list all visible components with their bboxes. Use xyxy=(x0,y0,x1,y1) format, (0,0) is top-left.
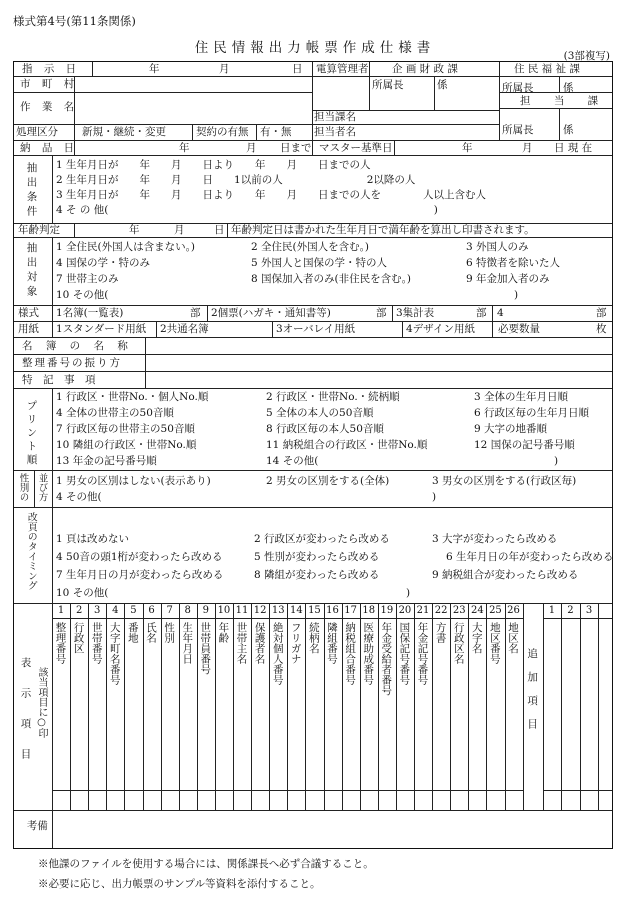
display-item-number: 10 xyxy=(217,605,231,616)
display-item-name: 絶対個人番号 xyxy=(271,622,284,685)
approval-staff-label: 係 xyxy=(437,79,448,91)
processing-options: 新規・継続・変更 xyxy=(82,126,166,138)
format-option-4: 4 xyxy=(497,307,504,319)
page-break-4: 4 50音の頭1桁が変わったら改める xyxy=(56,551,223,563)
gender-option-2: 2 男女の区別をする(全体) xyxy=(266,475,390,487)
target-10: 10 その他( xyxy=(56,289,109,301)
display-item-name: 世帯主名 xyxy=(235,622,248,664)
display-item-name: 保護者名 xyxy=(253,622,266,664)
extraction-label: 抽出条件 xyxy=(25,162,38,220)
target-10-close: ) xyxy=(514,289,519,301)
delivery-year: 年 xyxy=(179,142,190,154)
display-item-name: 世帯番号 xyxy=(90,622,103,664)
special-notes-label: 特 記 事 項 xyxy=(22,374,96,386)
extra-item-number: 1 xyxy=(548,605,556,616)
gender-option-3: 3 男女の区別をする(行政区毎) xyxy=(432,475,577,487)
page-break-6: 6 生年月日の年が変わったら改める xyxy=(446,551,614,563)
extraction-item-2: 2 生年月日が 年 月 日 1以前の人 2以降の人 xyxy=(56,174,416,186)
format-unit-3: 部 xyxy=(476,307,487,319)
target-2: 2 全住民(外国人を含む。) xyxy=(251,241,369,253)
display-item-name: 国保記号番号 xyxy=(398,622,411,685)
page-break-7: 7 生年月日の月が変わったら改める xyxy=(56,569,224,581)
display-item-number: 5 xyxy=(130,605,137,616)
target-5: 5 外国人と国保の学・特の人 xyxy=(251,257,388,269)
target-6: 6 特徴者を除いた人 xyxy=(466,257,561,269)
master-current: 日 現 在 xyxy=(554,142,593,154)
print-order-9: 9 大字の地番順 xyxy=(474,423,548,435)
display-item-name: 番地 xyxy=(126,622,139,643)
page-break-8: 8 隣組が変わったら改める xyxy=(254,569,380,581)
contract-label: 契約の有無 xyxy=(196,126,249,138)
approval-manager-label: 所属長 xyxy=(372,79,404,91)
roster-name-label: 名 簿 の 名 称 xyxy=(22,340,133,352)
paper-unit: 枚 xyxy=(596,323,607,335)
display-item-name: 大字町名番号 xyxy=(108,622,121,685)
gender-option-1: 1 男女の区別はしない(表示あり) xyxy=(56,475,211,487)
paper-option-3: 3オーバレイ用紙 xyxy=(276,323,356,335)
page-break-label: 改頁のタイミング xyxy=(25,512,37,591)
print-order-4: 4 全体の世帯主の50音順 xyxy=(56,407,174,419)
display-item-number: 17 xyxy=(344,605,357,616)
display-item-number: 13 xyxy=(271,605,285,616)
print-order-7: 7 行政区毎の世帯主の50音順 xyxy=(56,423,195,435)
print-order-3: 3 全体の生年月日順 xyxy=(474,391,569,403)
print-order-10: 10 隣組の行政区・世帯No.順 xyxy=(56,439,197,451)
print-order-13: 13 年金の記号番号順 xyxy=(56,455,157,467)
extra-items-label: 追加項目 xyxy=(526,648,539,742)
work-name-label: 作 業 名 xyxy=(20,101,79,113)
display-item-name: 性別 xyxy=(163,622,176,643)
print-order-1: 1 行政区・世帯No.・個人No.順 xyxy=(56,391,209,403)
dept-in-charge-label: 担当課名 xyxy=(314,111,356,123)
gender-option-close: ) xyxy=(432,491,437,503)
paper-option-2: 2共通名簿 xyxy=(160,323,209,335)
extra-item-number: 2 xyxy=(567,605,574,616)
print-order-label: プリント順 xyxy=(25,400,38,468)
extraction-item-3: 3 生年月日が 年 月 日より 年 月 日までの人を 人以上含む人 xyxy=(56,189,487,201)
display-item-name: 整理番号 xyxy=(54,622,67,664)
gender-label-b: 並び方 xyxy=(36,473,48,502)
footer-note-1: ※他課のファイルを使用する場合には、関係課長へ必ず合議すること。 xyxy=(38,858,374,870)
display-item-name: 地区名 xyxy=(507,622,519,654)
format-unit-4: 部 xyxy=(596,307,607,319)
gender-option-4: 4 その他( xyxy=(56,491,102,503)
display-item-number: 8 xyxy=(184,605,191,616)
format-option-3: 3集計表 xyxy=(396,307,435,319)
tanto-dept-label: 担 当 課 xyxy=(520,95,609,107)
print-order-close: ) xyxy=(554,455,559,467)
display-item-name: 納税組合番号 xyxy=(344,622,357,685)
display-item-name: 方書 xyxy=(434,622,447,643)
display-item-name: 年齢 xyxy=(217,622,230,643)
display-item-number: 20 xyxy=(398,605,412,616)
instruction-date-label: 指 示 日 xyxy=(22,63,81,75)
display-item-number: 18 xyxy=(362,605,376,616)
print-order-5: 5 全体の本人の50音順 xyxy=(266,407,374,419)
target-4: 4 国保の学・特のみ xyxy=(56,257,151,269)
age-month: 月 xyxy=(174,224,185,236)
print-order-8: 8 行政区毎の本人50音順 xyxy=(266,423,384,435)
display-item-name: 年金記号番号 xyxy=(416,622,429,685)
delivery-month: 月 xyxy=(246,142,257,154)
display-item-name: フリガナ xyxy=(289,622,302,664)
paper-option-4: 4デザイン用紙 xyxy=(406,323,475,335)
page-break-1: 1 頁は改めない xyxy=(56,533,130,545)
page-break-2: 2 行政区が変わったら改める xyxy=(254,533,390,545)
master-month: 月 xyxy=(522,142,533,154)
system-manager-label: 電算管理者 xyxy=(316,63,369,75)
display-item-name: 医療助成番号 xyxy=(362,622,375,685)
welfare-dept: 住 民 福 祉 課 xyxy=(514,63,580,75)
instruction-month: 月 xyxy=(219,63,230,75)
display-item-name: 隣組番号 xyxy=(326,622,338,664)
contract-options: 有・無 xyxy=(260,126,292,138)
master-date-label: マスター基準日 xyxy=(319,142,393,154)
page-break-5: 5 性別が変わったら改める xyxy=(254,551,380,563)
required-quantity-label: 必要数量 xyxy=(498,323,540,335)
target-1: 1 全住民(外国人は含まない。) xyxy=(56,241,195,253)
display-item-number: 26 xyxy=(507,605,520,616)
display-item-number: 14 xyxy=(289,605,303,616)
form-number: 様式第4号(第11条関係) xyxy=(13,14,136,28)
display-item-name: 年金受給者番号 xyxy=(380,622,393,696)
display-item-number: 22 xyxy=(434,605,448,616)
target-3: 3 外国人のみ xyxy=(466,241,529,253)
page-break-3: 3 大字が変わったら改める xyxy=(432,533,558,545)
display-item-number: 11 xyxy=(235,605,249,616)
target-8: 8 国保加入者のみ(非住民を含む。) xyxy=(251,273,411,285)
display-item-name: 生年月日 xyxy=(181,622,194,664)
extra-item-number: 3 xyxy=(585,605,593,616)
person-in-charge-label: 担当者名 xyxy=(314,126,356,138)
format-unit-1: 部 xyxy=(190,307,201,319)
delivery-until: 日まで xyxy=(280,142,312,154)
print-order-12: 12 国保の記号番号順 xyxy=(474,439,575,451)
display-item-number: 25 xyxy=(489,605,502,616)
display-item-number: 12 xyxy=(253,605,267,616)
format-option-1: 1名簿(一覧表) xyxy=(56,307,124,319)
display-item-number: 7 xyxy=(166,605,173,616)
display-item-name: 氏名 xyxy=(145,622,157,643)
display-item-number: 15 xyxy=(308,605,321,616)
paper-option-1: 1スタンダード用紙 xyxy=(56,323,147,335)
display-item-name: 大字名 xyxy=(470,622,483,654)
display-item-number: 19 xyxy=(380,605,394,616)
display-item-number: 9 xyxy=(202,605,210,616)
display-item-number: 16 xyxy=(326,605,339,616)
display-item-number: 21 xyxy=(416,605,430,616)
welfare-staff-label-2: 係 xyxy=(563,124,574,136)
age-note: 年齢判定日は書かれた生年月日で満年齢を算出し印書されます。 xyxy=(231,224,535,236)
display-item-name: 続柄名 xyxy=(307,622,320,654)
display-item-name: 行政区 xyxy=(72,622,85,654)
print-order-14: 14 その他( xyxy=(266,455,319,467)
display-items-sub-label: 該当項目に○印 xyxy=(36,667,47,738)
instruction-day: 日 xyxy=(292,63,303,75)
format-label: 様式 xyxy=(18,307,39,319)
display-item-number: 6 xyxy=(148,605,155,616)
municipality-label: 市 町 村 xyxy=(20,78,79,90)
display-item-name: 世帯員番号 xyxy=(199,622,212,675)
planning-dept: 企 画 財 政 課 xyxy=(392,63,458,75)
age-year: 年 xyxy=(129,224,140,236)
print-order-11: 11 納税組合の行政区・世帯No.順 xyxy=(266,439,428,451)
delivery-date-label: 納 品 日 xyxy=(20,142,79,154)
instruction-year: 年 xyxy=(149,63,160,75)
extraction-item-4: 4 そ の 他( ) xyxy=(56,204,438,216)
display-item-number: 23 xyxy=(452,605,466,616)
welfare-staff-label: 係 xyxy=(563,82,574,94)
page-break-close: ) xyxy=(406,587,411,599)
targets-label: 抽出対象 xyxy=(25,242,38,300)
document-title: 住民情報出力帳票作成仕様書 xyxy=(194,40,436,56)
print-order-6: 6 行政区毎の生年月日順 xyxy=(474,407,590,419)
format-option-2: 2個票(ハガキ・通知書等) xyxy=(211,307,331,319)
processing-label: 処理区分 xyxy=(16,126,58,138)
print-order-2: 2 行政区・世帯No.・続柄順 xyxy=(266,391,400,403)
target-7: 7 世帯主のみ xyxy=(56,273,119,285)
numbering-label: 整理番号の振り方 xyxy=(22,357,122,369)
display-item-number: 1 xyxy=(57,605,65,616)
remarks-label: 備考 xyxy=(25,820,48,841)
age-day: 日 xyxy=(214,224,225,236)
display-item-number: 3 xyxy=(94,605,101,616)
page-break-9: 9 納税組合が変わったら改める xyxy=(432,569,579,581)
footer-note-2: ※必要に応じ、出力帳票のサンプル等資料を添付すること。 xyxy=(38,878,321,890)
display-items-label: 表示項目 xyxy=(19,657,32,779)
format-unit-2: 部 xyxy=(376,307,387,319)
display-item-number: 2 xyxy=(75,605,83,616)
age-judgement-label: 年齢判定 xyxy=(18,224,60,236)
display-item-number: 4 xyxy=(112,605,119,616)
paper-label: 用紙 xyxy=(18,323,39,335)
welfare-manager-label: 所属長 xyxy=(502,82,534,94)
welfare-manager-label-2: 所属長 xyxy=(502,124,534,136)
target-9: 9 年金加入者のみ xyxy=(466,273,550,285)
display-item-name: 行政区名 xyxy=(452,622,465,664)
form-frame xyxy=(13,61,613,849)
page-break-10: 10 その他( xyxy=(56,587,109,599)
master-year: 年 xyxy=(462,142,473,154)
gender-label-a: 性別の xyxy=(17,473,29,502)
display-item-number: 24 xyxy=(470,605,484,616)
extraction-item-1: 1 生年月日が 年 月 日より 年 月 日までの人 xyxy=(56,159,371,171)
copies-note: (3部複写) xyxy=(563,50,610,62)
display-item-name: 地区番号 xyxy=(488,622,501,664)
